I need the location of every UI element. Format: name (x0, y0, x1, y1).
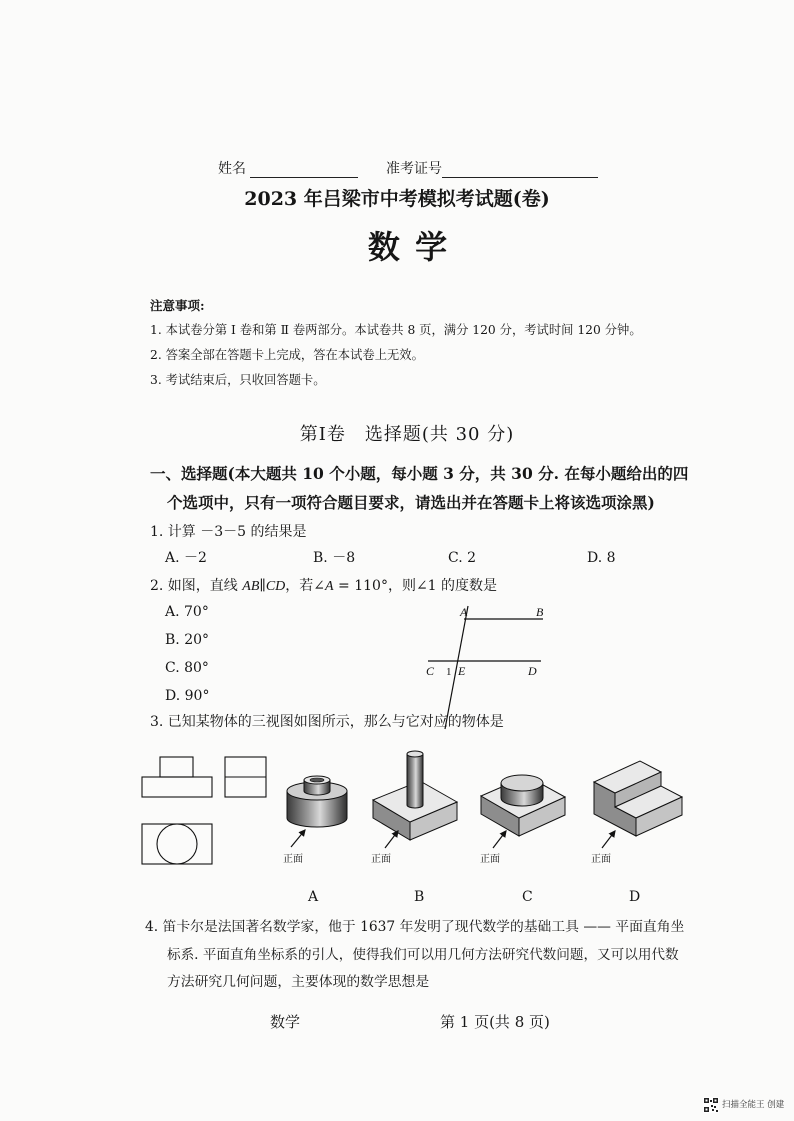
front-arrow-d (602, 831, 615, 848)
question-1-option-a: A. －2 (165, 550, 207, 566)
question-4-stem-line: 方法研究几何问题，主要体现的数学思想是 (167, 974, 430, 990)
question-2-option-d: D. 90° (165, 688, 210, 704)
stem-text: 2. 如图，直线 (150, 578, 243, 594)
stem-text: = 110°，则∠1 的度数是 (333, 578, 498, 594)
stem-math: AB (242, 579, 260, 594)
side-view (225, 757, 266, 797)
stem-math: A (325, 579, 334, 594)
question-1-option-b: B. －8 (313, 550, 356, 566)
front-label-b: 正面 (371, 854, 391, 865)
question-3-stem: 3. 已知某物体的三视图如图所示，那么与它对应的物体是 (150, 714, 504, 730)
solid-d (594, 761, 682, 836)
three-view-drawing (138, 752, 270, 868)
point-label-e: E (458, 664, 466, 678)
top-view (142, 824, 212, 864)
question-2-option-a: A. 70° (165, 604, 209, 620)
part1-title: 第Ⅰ卷 选择题(共 30 分) (299, 424, 515, 445)
subject-title: 数 学 (367, 228, 450, 266)
point-label-a: A (460, 605, 468, 619)
question-2-stem (150, 579, 497, 594)
solid-choices-figure (280, 745, 688, 870)
front-view (142, 757, 212, 797)
point-label-c: C (426, 664, 435, 678)
question-3-choice-c: C (522, 889, 533, 905)
question-4-stem-line: 4. 笛卡尔是法国著名数学家，他于 1637 年发明了现代数学的基础工具 —— 平面直角坐 (145, 919, 685, 935)
stem-math: CD (265, 579, 286, 594)
name-label: 姓名 (218, 161, 246, 177)
front-label-c: 正面 (480, 854, 500, 865)
question-2-option-b: B. 20° (165, 632, 210, 648)
stem-text: ∥ (259, 578, 266, 594)
footer-subject: 数学 (270, 1013, 301, 1031)
front-label-d: 正面 (591, 854, 611, 865)
question-2-option-c: C. 80° (165, 660, 209, 676)
solid-c (481, 775, 565, 836)
notice-item: 1. 本试卷分第 Ⅰ 卷和第 Ⅱ 卷两部分。本试卷共 8 页，满分 120 分，考试时间 120 分钟。 (150, 323, 642, 337)
scanner-watermark-text: 扫描全能王 创建 (722, 1100, 785, 1110)
question-3-choice-a: A (308, 889, 319, 905)
notice-heading: 注意事项: (150, 298, 205, 313)
front-arrow-b (385, 831, 398, 848)
point-label-d: D (528, 664, 537, 678)
name-blank-line (250, 177, 358, 178)
section-instruction: 一、选择题(本大题共 10 个小题，每小题 3 分，共 30 分. 在每小题给出的四 (150, 464, 689, 483)
exam-id-label: 准考证号 (386, 161, 442, 177)
question-3-choice-b: B (414, 889, 425, 905)
exam-id-blank-line (442, 177, 598, 178)
footer-page-number: 第 1 页(共 8 页) (440, 1013, 550, 1031)
question-1-stem: 1. 计算 －3－5 的结果是 (150, 524, 307, 540)
point-label-b: B (536, 605, 544, 619)
question-1-option-c: C. 2 (448, 550, 477, 566)
notice-item: 3. 考试结束后，只收回答题卡。 (150, 373, 326, 387)
solid-a (287, 776, 347, 827)
angle-label-1: 1 (446, 666, 452, 678)
solid-b (373, 751, 457, 840)
notice-item: 2. 答案全部在答题卡上完成，答在本试卷上无效。 (150, 348, 424, 362)
qr-code-icon (703, 1097, 719, 1113)
question-1-option-d: D. 8 (587, 550, 616, 566)
section-instruction: 个选项中，只有一项符合题目要求，请选出并在答题卡上将该选项涂黑) (167, 493, 655, 512)
front-arrow-c (493, 831, 506, 848)
front-arrow-a (291, 830, 305, 847)
exam-title: 2023 年吕梁市中考模拟考试题(卷) (244, 188, 550, 210)
question-3-choice-d: D (629, 889, 641, 905)
stem-text: ，若∠ (285, 578, 326, 594)
question-4-stem-line: 标系. 平面直角坐标系的引人，使得我们可以用几何方法研究代数问题，又可以用代数 (167, 947, 679, 963)
front-label-a: 正面 (283, 854, 303, 865)
